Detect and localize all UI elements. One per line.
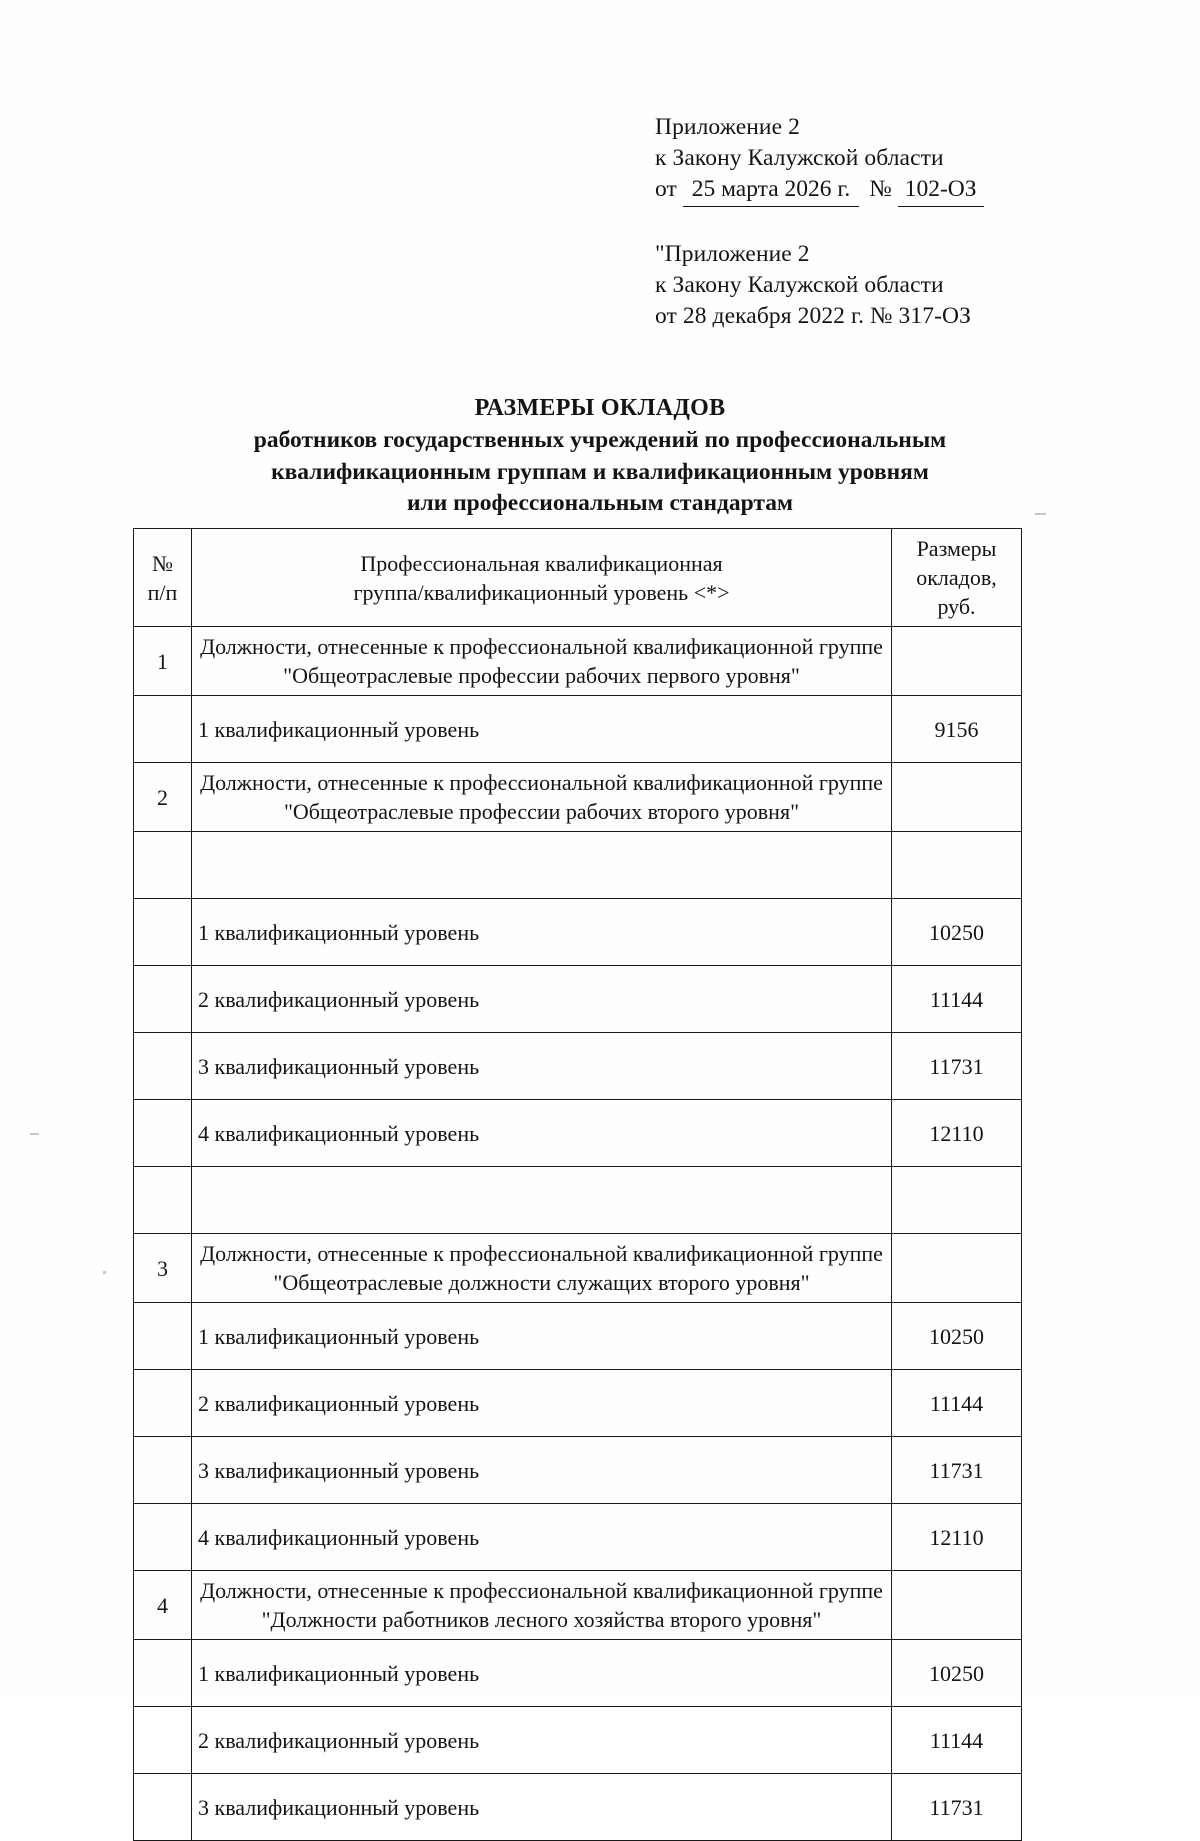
level-label-cell: 1 квалификационный уровень: [192, 1640, 892, 1707]
spacer-cell: [192, 832, 892, 899]
group-description-line: "Общеотраслевые профессии рабочих второго уровня": [283, 799, 800, 824]
row-number-cell: [134, 1167, 192, 1234]
empty-value-cell: [892, 627, 1022, 696]
empty-value-cell: [892, 1167, 1022, 1234]
column-header-description-line-1: Профессиональная квалификационная: [360, 550, 723, 576]
page-subtitle-line-3: или профессиональным стандартам: [406, 490, 794, 516]
group-description-line: "Должности работников лесного хозяйства второго уровня": [261, 1607, 822, 1632]
level-label-cell: 4 квалификационный уровень: [192, 1100, 892, 1167]
table-row: [134, 1100, 1022, 1167]
law-date-line-original: от 28 декабря 2022 г. № 317-ОЗ: [655, 303, 971, 329]
scan-artifact: [30, 1133, 39, 1135]
column-header-value-line-2: окладов, руб.: [916, 565, 997, 619]
level-label-cell: 2 квалификационный уровень: [192, 966, 892, 1033]
level-label-cell: 2 квалификационный уровень: [192, 1707, 892, 1774]
column-header-description: [192, 529, 892, 627]
empty-value-cell: [892, 832, 1022, 899]
table-row: [134, 1370, 1022, 1437]
salary-value-cell: 10250: [892, 1303, 1022, 1370]
row-number-cell: 2: [134, 763, 192, 832]
title-block: [100, 392, 1100, 520]
appendix-label-original: "Приложение 2: [655, 241, 810, 267]
row-number-cell: [134, 1100, 192, 1167]
table-row: [134, 1640, 1022, 1707]
page-subtitle-line-2: квалификационным группам и квалификационным уровням: [271, 458, 929, 485]
row-number-cell: 1: [134, 627, 192, 696]
salary-value-cell: 10250: [892, 899, 1022, 966]
group-description-line: Должности, отнесенные к профессиональной квалификационной группе: [200, 770, 883, 795]
salary-table-body: [134, 529, 1022, 1841]
level-label-cell: 2 квалификационный уровень: [192, 1370, 892, 1437]
group-description-line: Должности, отнесенные к профессиональной квалификационной группе: [200, 1241, 883, 1266]
table-row: [134, 1504, 1022, 1571]
salary-value-cell: 11144: [892, 966, 1022, 1033]
row-number-cell: [134, 696, 192, 763]
salary-value-cell: 11144: [892, 1370, 1022, 1437]
date-label-new: от: [655, 176, 677, 202]
level-label-cell: 1 квалификационный уровень: [192, 696, 892, 763]
level-label-cell: 3 квалификационный уровень: [192, 1774, 892, 1841]
group-description-line: "Общеотраслевые профессии рабочих первого уровня": [283, 663, 800, 688]
table-row: [134, 1234, 1022, 1303]
group-description-line: Должности, отнесенные к профессиональной квалификационной группе: [200, 634, 883, 659]
salary-value-cell: 12110: [892, 1100, 1022, 1167]
level-label-cell: 3 квалификационный уровень: [192, 1033, 892, 1100]
header-block-original: [655, 239, 1125, 332]
table-row: [134, 966, 1022, 1033]
table-row: [134, 1774, 1022, 1841]
table-row: [134, 696, 1022, 763]
row-number-cell: [134, 832, 192, 899]
column-header-no-line-2: п/п: [147, 579, 178, 605]
appendix-label-new: Приложение 2: [655, 114, 800, 140]
table-row: [134, 832, 1022, 899]
row-number-cell: 3: [134, 1234, 192, 1303]
empty-value-cell: [892, 1234, 1022, 1303]
empty-value-cell: [892, 763, 1022, 832]
group-description-cell: [192, 763, 892, 832]
salary-table-container: [133, 528, 1021, 1841]
number-label-new: №: [869, 176, 892, 202]
level-label-cell: 3 квалификационный уровень: [192, 1437, 892, 1504]
table-row: [134, 1571, 1022, 1640]
document-header: [655, 112, 1125, 364]
spacer-cell: [192, 1167, 892, 1234]
law-date-line-new: [655, 174, 1125, 207]
row-number-cell: [134, 1437, 192, 1504]
row-number-cell: [134, 1303, 192, 1370]
table-row: [134, 1437, 1022, 1504]
salary-value-cell: 10250: [892, 1640, 1022, 1707]
column-header-no: [134, 529, 192, 627]
column-header-no-line-1: №: [152, 550, 173, 576]
table-row: [134, 1707, 1022, 1774]
law-reference-original: к Закону Калужской области: [655, 272, 944, 298]
salary-value-cell: 9156: [892, 696, 1022, 763]
group-description-cell: [192, 627, 892, 696]
table-row: [134, 763, 1022, 832]
empty-value-cell: [892, 1571, 1022, 1640]
scan-artifact: [103, 1271, 106, 1274]
row-number-cell: [134, 1640, 192, 1707]
row-number-cell: [134, 899, 192, 966]
salary-table: [133, 528, 1022, 1841]
table-header-row: [134, 529, 1022, 627]
row-number-cell: [134, 1707, 192, 1774]
row-number-cell: [134, 1504, 192, 1571]
row-number-cell: [134, 1774, 192, 1841]
level-label-cell: 4 квалификационный уровень: [192, 1504, 892, 1571]
level-label-cell: 1 квалификационный уровень: [192, 899, 892, 966]
salary-value-cell: 12110: [892, 1504, 1022, 1571]
row-number-cell: [134, 966, 192, 1033]
group-description-line: "Общеотраслевые должности служащих второго уровня": [273, 1270, 810, 1295]
group-description-cell: [192, 1234, 892, 1303]
salary-value-cell: 11144: [892, 1707, 1022, 1774]
column-header-value: [892, 529, 1022, 627]
group-description-cell: [192, 1571, 892, 1640]
header-block-new: [655, 112, 1125, 207]
level-label-cell: 1 квалификационный уровень: [192, 1303, 892, 1370]
salary-value-cell: 11731: [892, 1774, 1022, 1841]
column-header-value-line-1: Размеры: [916, 536, 997, 561]
law-reference-new: к Закону Калужской области: [655, 145, 944, 171]
table-row: [134, 1033, 1022, 1100]
table-row: [134, 899, 1022, 966]
row-number-cell: 4: [134, 1571, 192, 1640]
column-header-description-line-2: группа/квалификационный уровень <*>: [353, 579, 730, 605]
date-value-new: 25 марта 2026 г.: [683, 174, 860, 207]
group-description-line: Должности, отнесенные к профессиональной квалификационной группе: [200, 1578, 883, 1603]
table-row: [134, 1303, 1022, 1370]
row-number-cell: [134, 1033, 192, 1100]
table-row: [134, 1167, 1022, 1234]
page-title: РАЗМЕРЫ ОКЛАДОВ: [474, 395, 726, 421]
salary-value-cell: 11731: [892, 1033, 1022, 1100]
table-row: [134, 627, 1022, 696]
row-number-cell: [134, 1370, 192, 1437]
salary-value-cell: 11731: [892, 1437, 1022, 1504]
page-subtitle-line-1: работников государственных учреждений по профессиональным: [253, 427, 947, 453]
number-value-new: 102-ОЗ: [898, 174, 984, 207]
